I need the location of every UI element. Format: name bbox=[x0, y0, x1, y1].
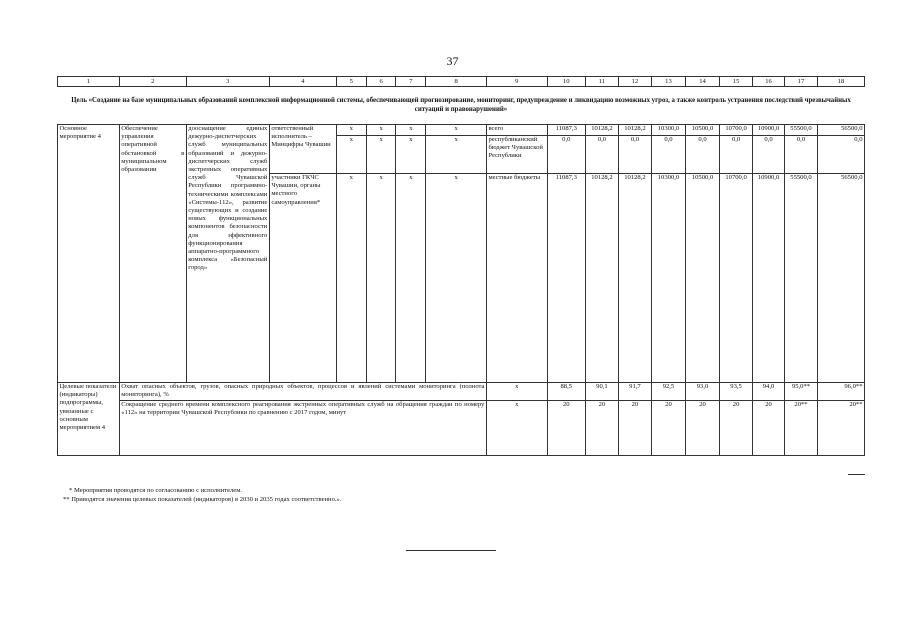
table-closing-rule bbox=[848, 474, 865, 475]
value-cell: 20 bbox=[686, 401, 720, 456]
value-cell: 10128,2 bbox=[618, 125, 651, 136]
value-cell: 10128,2 bbox=[585, 125, 618, 136]
value-cell: 88,5 bbox=[547, 383, 585, 401]
header-cell: 5 bbox=[336, 77, 366, 87]
code-x: x bbox=[486, 383, 547, 401]
value-cell: 91,7 bbox=[618, 383, 651, 401]
value-cell: 56500,0 bbox=[818, 174, 865, 383]
header-cell: 13 bbox=[651, 77, 685, 87]
value-cell: 0,0 bbox=[686, 136, 720, 174]
code-x: x bbox=[486, 401, 547, 456]
header-cell: 1 bbox=[58, 77, 120, 87]
value-cell: 20 bbox=[547, 401, 585, 456]
header-cell: 7 bbox=[396, 77, 426, 87]
value-cell: 0,0 bbox=[618, 136, 651, 174]
goal-row bbox=[58, 87, 865, 125]
value-cell: 56500,0 bbox=[818, 125, 865, 136]
value-cell: 90,1 bbox=[585, 383, 618, 401]
header-cell: 16 bbox=[753, 77, 785, 87]
value-cell: 20 bbox=[585, 401, 618, 456]
value-cell: 0,0 bbox=[585, 136, 618, 174]
value-cell: 20** bbox=[818, 401, 865, 456]
indicator-text: Сокращение среднего времени комплексного реагирования экстренных оперативных служб на обращения граждан по номеру «112» на территории Чувашской Республики по сравнению с 2017 годом, минут bbox=[119, 401, 486, 456]
funding-source: местные бюджеты bbox=[486, 174, 547, 383]
value-cell: 10300,0 bbox=[651, 174, 685, 383]
measure-row-total bbox=[58, 125, 865, 136]
value-cell: 20 bbox=[651, 401, 685, 456]
value-cell: 0,0 bbox=[547, 136, 585, 174]
program-table bbox=[57, 76, 865, 456]
value-cell: 0,0 bbox=[753, 136, 785, 174]
header-cell: 9 bbox=[486, 77, 547, 87]
header-cell: 15 bbox=[720, 77, 753, 87]
footnotes bbox=[63, 486, 341, 504]
indicator-row-2 bbox=[58, 401, 865, 456]
header-row bbox=[58, 77, 865, 87]
value-cell: 20 bbox=[753, 401, 785, 456]
code-x: x bbox=[336, 174, 366, 383]
page-number: 37 bbox=[446, 54, 459, 68]
value-cell: 94,0 bbox=[753, 383, 785, 401]
code-x: x bbox=[426, 125, 487, 136]
footnote-2: ** Приводятся значения целевых показателей (индикаторов) в 2030 и 2035 годах соответственно.». bbox=[63, 496, 342, 503]
value-cell: 10900,0 bbox=[753, 174, 785, 383]
value-cell: 0,0 bbox=[785, 136, 818, 174]
header-cell: 4 bbox=[269, 77, 336, 87]
header-cell: 2 bbox=[119, 77, 186, 87]
footnote-1: * Мероприятия проводятся по согласованию с исполнителем. bbox=[69, 487, 243, 494]
funding-source: республиканский бюджет Чувашской Республики bbox=[486, 136, 547, 174]
value-cell: 0,0 bbox=[651, 136, 685, 174]
participants: участники ГКЧС Чувашии, органы местного самоуправления* bbox=[269, 174, 336, 383]
code-x: x bbox=[396, 174, 426, 383]
code-x: x bbox=[396, 125, 426, 136]
indicator-text: Охват опасных объектов, грузов, опасных природных объектов, процессов и явлений системами мониторинга (полнота мониторинга), % bbox=[119, 383, 486, 401]
measure-description: дооснащение единых дежурно-диспетчерских служб муниципальных образований и дежурно-диспетчерских служб экстренных оперативных служб Чувашской Республики программно-техническими комплексами «Системы-112», развитие существующих и создание новых функциональных компонентов безопасности для эффективного функционирования аппаратно-программного комплекса «Безопасный город» bbox=[186, 125, 269, 383]
bottom-rule bbox=[406, 550, 496, 551]
value-cell: 93,0 bbox=[686, 383, 720, 401]
value-cell: 92,5 bbox=[651, 383, 685, 401]
code-x: x bbox=[426, 174, 487, 383]
indicator-row-1 bbox=[58, 383, 865, 401]
value-cell: 20 bbox=[720, 401, 753, 456]
code-x: x bbox=[396, 136, 426, 174]
code-x: x bbox=[366, 125, 396, 136]
header-cell: 12 bbox=[618, 77, 651, 87]
value-cell: 55500,0 bbox=[785, 125, 818, 136]
value-cell: 20** bbox=[785, 401, 818, 456]
header-cell: 3 bbox=[186, 77, 269, 87]
responsible-executor: ответственный исполнитель – Минцифры Чувашии bbox=[269, 125, 336, 174]
value-cell: 20 bbox=[618, 401, 651, 456]
value-cell: 10700,0 bbox=[720, 125, 753, 136]
value-cell: 11087,3 bbox=[547, 125, 585, 136]
header-cell: 18 bbox=[818, 77, 865, 87]
header-cell: 6 bbox=[366, 77, 396, 87]
header-cell: 14 bbox=[686, 77, 720, 87]
value-cell: 95,0** bbox=[785, 383, 818, 401]
indicators-label: Целевые показатели (индикаторы) подпрограммы, увязанные с основным мероприятием 4 bbox=[58, 383, 120, 456]
value-cell: 10500,0 bbox=[686, 125, 720, 136]
header-cell: 8 bbox=[426, 77, 487, 87]
value-cell: 55500,0 bbox=[785, 174, 818, 383]
value-cell: 10900,0 bbox=[753, 125, 785, 136]
header-cell: 10 bbox=[547, 77, 585, 87]
value-cell: 10128,2 bbox=[618, 174, 651, 383]
value-cell: 11087,3 bbox=[547, 174, 585, 383]
code-x: x bbox=[336, 125, 366, 136]
value-cell: 0,0 bbox=[720, 136, 753, 174]
measure-name: Обеспечение управления оперативной обстановкой в муниципальном образовании bbox=[119, 125, 186, 383]
value-cell: 96,0** bbox=[818, 383, 865, 401]
code-x: x bbox=[336, 136, 366, 174]
code-x: x bbox=[366, 136, 396, 174]
value-cell: 10300,0 bbox=[651, 125, 685, 136]
code-x: x bbox=[426, 136, 487, 174]
funding-source: всего bbox=[486, 125, 547, 136]
code-x: x bbox=[366, 174, 396, 383]
value-cell: 10500,0 bbox=[686, 174, 720, 383]
value-cell: 93,5 bbox=[720, 383, 753, 401]
measure-label: Основное мероприятие 4 bbox=[58, 125, 120, 383]
value-cell: 0,0 bbox=[818, 136, 865, 174]
goal-text: Цель «Создание на базе муниципальных образований комплексной информационной системы, обеспечивающей прогнозирование, мониторинг, предупреждение и ликвидацию возможных угроз, а также контроль устранения последствий чрезвычайных ситуаций и правонарушений» bbox=[58, 87, 865, 125]
header-cell: 11 bbox=[585, 77, 618, 87]
header-cell: 17 bbox=[785, 77, 818, 87]
value-cell: 10700,0 bbox=[720, 174, 753, 383]
value-cell: 10128,2 bbox=[585, 174, 618, 383]
